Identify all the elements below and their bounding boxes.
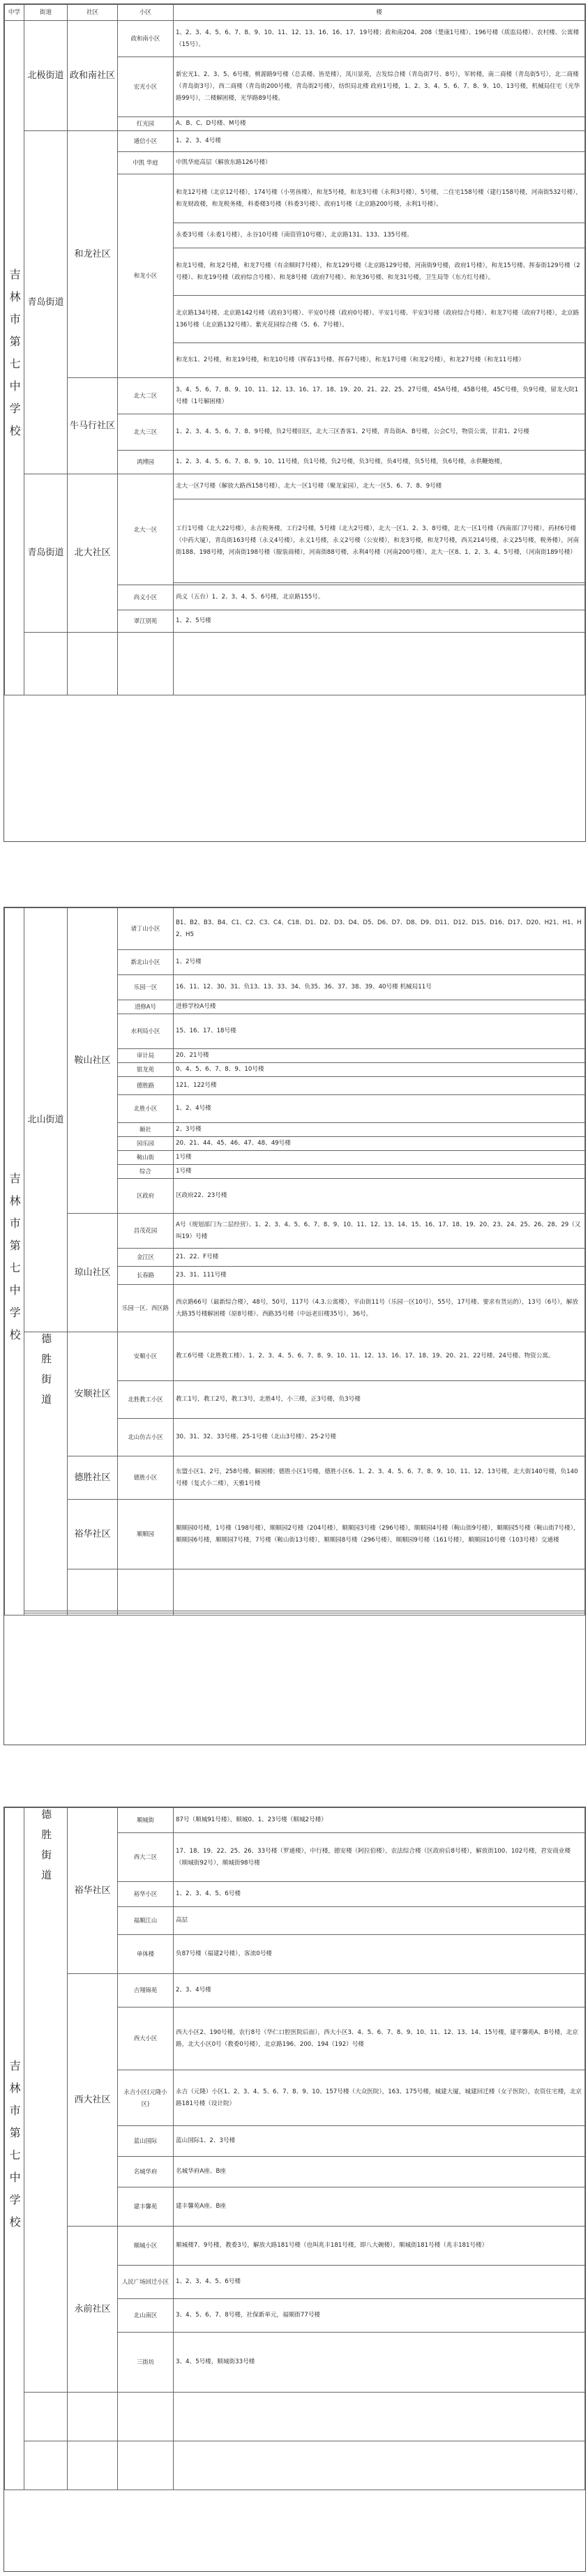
- area-name: 园乐园: [118, 1137, 174, 1151]
- area-buildings: 高层: [174, 1907, 585, 1935]
- area-name: 金江区: [118, 1249, 174, 1267]
- area-buildings: 中凯华庭高层（解放东路126号楼）: [174, 152, 585, 174]
- area-name: 红光园: [118, 117, 174, 131]
- area-name: 德胜小区: [118, 1456, 174, 1500]
- area-name: 颐社: [118, 1123, 174, 1137]
- area-buildings: 尚义（五台）1、2、3、4、5、6号楼，北京路155号。: [174, 585, 585, 610]
- header-community: 社区: [68, 5, 118, 21]
- area-name: 蓝山国际: [118, 2126, 174, 2157]
- area-buildings: 负87号楼（福建2号楼），客流0号楼: [174, 1935, 585, 1974]
- area-name: 永吉小区(元隆小区): [118, 2070, 174, 2126]
- empty-cell: [118, 2441, 174, 2490]
- area-buildings: A、B、C、D号楼、M号楼: [174, 117, 585, 131]
- community-name: 和龙社区: [68, 131, 118, 378]
- area-buildings: 2、3号楼: [174, 1123, 585, 1137]
- area-name: 福顺江山: [118, 1907, 174, 1935]
- area-name: 鸿博园: [118, 451, 174, 474]
- area-buildings: 3、4、5、6、7、8、9、10、11、12、13、16、17、18、19、20、21、22、25、27号楼，45A号楼，45B号楼，45C号楼，负9号楼，留龙大院1号楼（1号解困楼）: [174, 378, 585, 414]
- area-buildings: 教工6号楼（北胜教工楼）、1、2、3、4、5、6、7、8、9、10、11、12、13、16、17、18、19、20、21、22号楼、24号楼、物资公寓。: [174, 1332, 585, 1381]
- street-name: 青岛街道: [24, 131, 68, 474]
- school-name: 吉林市第七中学校: [5, 21, 24, 695]
- community-name: 牛马行社区: [68, 378, 118, 474]
- empty-cell: [174, 1569, 585, 1611]
- area-buildings: 进修学校A号楼: [174, 1000, 585, 1014]
- area-name: 诸丁山小区: [118, 908, 174, 950]
- area-name: 北大二区: [118, 378, 174, 414]
- area-buildings: 21、22、F号楼: [174, 1249, 585, 1267]
- area-name: 名城华府: [118, 2157, 174, 2187]
- area-buildings: 蓝山国际1、2、3号楼: [174, 2126, 585, 2157]
- area-buildings: 1、2、4号楼: [174, 1095, 585, 1123]
- area-name: 进修A号: [118, 1000, 174, 1014]
- area-buildings: 17、18、19、22、25、26、33号楼（罗通楼），中行楼，德安楼（阿拉伯楼），农法综合楼（区政府后8号楼），解放街100、102号楼，君安商业楼（顺城街92号），顺城街98号楼: [174, 1833, 585, 1882]
- area-name: 乐园一区: [118, 975, 174, 1000]
- area-buildings: 1、2、3、4号楼: [174, 131, 585, 152]
- area-buildings: 121、122号楼: [174, 1077, 585, 1095]
- area-buildings: 16、11、12、30、31、负13、13、33、34、负35、36、37、38、39、40号楼 机械局11号: [174, 975, 585, 1000]
- empty-cell: [68, 1613, 118, 1615]
- empty-cell: [68, 1569, 118, 1611]
- area-name: 银龙苑: [118, 1063, 174, 1077]
- area-buildings: 1、2、3、4、5、6、7、8、9号楼，负2号楼旧区，北大三区香客1、2号楼，青岛街A、B号楼，公会C号，物资公寓，甘肃1、2号楼: [174, 414, 585, 451]
- page-3: [3, 1807, 586, 2572]
- empty-cell: [118, 1569, 174, 1611]
- area-name: 北大一区: [118, 474, 174, 585]
- area-name: 北胜小区: [118, 1095, 174, 1123]
- community-name: 西大社区: [68, 1974, 118, 2227]
- area-buildings: 1、2、3、4、5、6号楼: [174, 1882, 585, 1907]
- area-buildings: 建丰馨苑A座、B座: [174, 2187, 585, 2227]
- area-name: 通信小区: [118, 131, 174, 152]
- area-name: 安顺小区: [118, 1332, 174, 1381]
- header-street: 街道: [24, 5, 68, 21]
- area-name: 尚义小区: [118, 585, 174, 610]
- area-buildings: 工行1号楼（北大22号楼），永吉税务楼，工行2号楼，5号楼（北大2号楼），北大一区1、2、3、8号楼，北大一区1号楼（西南部门7号楼），药材6号楼（中药大厦），青岛街163号楼（永义4号楼），永义1号楼，永义2号楼（公安楼），和龙3号楼，和龙7号楼，西关214号楼，永义25号楼，税务楼），河南街188、198号楼，河南街198号楼（服装商楼），河南街88号楼，永利4号楼（河南200号楼），北大一区8、1、2、3、4、5号楼，（河南街189号楼）: [174, 499, 585, 583]
- area-buildings: 顺顺园0号楼，1号楼（198号楼），顺顺园2号楼（204号楼），顺顺园3号楼（296号楼），顺顺园4号楼（鞍山街9号楼），顺顺园5号楼（鞍山街7号楼），顺顺园6号楼，顺顺园7号楼，7号楼（鞍山街13号楼），顺顺园8号楼（296号楼），顺顺园9号楼（161号楼），顺顺园10号楼（103号楼）交通楼: [174, 1500, 585, 1569]
- area-name: 乐园一区、西区路: [118, 1285, 174, 1332]
- area-name: 综合: [118, 1165, 174, 1179]
- empty-cell: [68, 633, 118, 695]
- school-name: 吉林市第七中学校: [5, 908, 24, 1615]
- area-buildings: 20、21号楼: [174, 1049, 585, 1063]
- area-buildings: 87号（顺城91号楼），顺城0、1、23号楼（顺城2号楼）: [174, 1808, 585, 1833]
- area-name: 昌茂花园: [118, 1214, 174, 1249]
- area-buildings: 北京路134号楼、北京路142号楼（政府3号楼）、平安0号楼（政府0号楼）、平安1号楼、平安3号楼（政府综合号楼）、和龙7号楼（政府7号楼），北京路136号楼（北京路132号楼）、紫光花园综合楼（5、6、7号楼）。: [174, 296, 585, 343]
- area-name: 翠江别苑: [118, 610, 174, 633]
- page-2: [3, 907, 586, 1745]
- area-name: 顺顺园: [118, 1500, 174, 1569]
- area-name: 顺城街: [118, 1808, 174, 1833]
- area-buildings: 15、16、17、18号楼: [174, 1014, 585, 1049]
- community-name: 德胜社区: [68, 1456, 118, 1500]
- area-buildings: 西京路66号（最新综合楼），48号，50号，117号（4.3.公寓楼），平由街11号（乐园一区10号），55号，17号楼、要求有货运的），13号（6号），解放大路35号楼解困楼（原8号楼）、西路35号楼（中远老旧楼35号），36号。: [174, 1285, 585, 1332]
- area-name: 宏光小区: [118, 57, 174, 117]
- empty-cell: [24, 1613, 68, 1615]
- street-name: 北极街道: [24, 21, 68, 131]
- area-name: 北山仿古小区: [118, 1419, 174, 1456]
- area-buildings: 和龙东1、2号楼，和龙19号楼，和龙10号楼（挥春13号楼、挥春7号楼），和龙17号楼（和龙2号楼），和龙27号楼（和龙11号楼）: [174, 343, 585, 378]
- area-name: 西大小区: [118, 2008, 174, 2070]
- empty-cell: [174, 633, 585, 695]
- area-name: 德胜路: [118, 1077, 174, 1095]
- area-buildings: 0、4、5、6、7、8、9、10号楼: [174, 1063, 585, 1077]
- empty-cell: [118, 633, 174, 695]
- area-buildings: 20、21、44、45、46、47、48、49号楼: [174, 1137, 585, 1151]
- area-name: 裕华小区: [118, 1882, 174, 1907]
- community-name: 鞍山社区: [68, 908, 118, 1214]
- empty-cell: [118, 2393, 174, 2441]
- area-buildings: 东盟小区1、2号，258号楼、解困楼；德胜小区1号楼，德胜小区6、1、2、3、4、5、6、7、8、9、10、11、12、13号楼，北大街140号楼，负140号楼（复式小二楼），天雅1号楼: [174, 1456, 585, 1500]
- header-building: 楼: [174, 5, 585, 21]
- area-name: 吉翔锦苑: [118, 1974, 174, 2008]
- empty-cell: [174, 2393, 585, 2441]
- page-1: [3, 3, 586, 842]
- area-buildings: 和龙12号楼（北京12号楼），174号楼（小男孩楼），和龙5号楼，和龙3号楼（永利3号楼），5号楼，二住宅158号楼（建行158号楼，河南街532号楼），和龙财政楼，和龙税务楼，科委楼3号楼（科委3号楼）、政府1号楼（北京路200号楼，永利1号楼）。: [174, 174, 585, 223]
- area-name: 西大二区: [118, 1833, 174, 1882]
- area-name: 中凯 华庭: [118, 152, 174, 174]
- street-name: 北山街道: [24, 908, 68, 1332]
- area-buildings: 北大一区7号楼（解放大路西158号楼），北大一区1号楼（聚龙家园），北大一区5、6、7、8、9号楼: [174, 474, 585, 499]
- empty-cell: [174, 2441, 585, 2490]
- area-name: 水利局小区: [118, 1014, 174, 1049]
- empty-cell: [24, 633, 68, 695]
- empty-cell: [118, 1613, 174, 1615]
- area-buildings: 西大小区2、190号楼，农行8号（华仁口腔医院后面），西大小区3、4、5、6、7、8、9、10、11、12、13、14、15号楼，建平馨苑A、B号楼，北京路，北大小区0号（教委0号楼），北京路196、200、194（192）号楼: [174, 2008, 585, 2070]
- area-buildings: 永委3号楼（永委1号楼），永谷10号楼（南资管10号楼），北京路131、133、135号楼。: [174, 223, 585, 248]
- community-name: 政和南社区: [68, 21, 118, 131]
- area-name: 单体楼: [118, 1935, 174, 1974]
- area-buildings: 1号楼: [174, 1165, 585, 1179]
- community-name: 安顺社区: [68, 1332, 118, 1456]
- community-name: 北大社区: [68, 474, 118, 633]
- area-name: 北山南区: [118, 2299, 174, 2333]
- area-buildings: 3、4、5号楼，顺城街33号楼: [174, 2333, 585, 2393]
- area-name: 北胜教工小区: [118, 1381, 174, 1419]
- area-name: 三街坊: [118, 2333, 174, 2393]
- area-name: 北大三区: [118, 414, 174, 451]
- area-name: 审计局: [118, 1049, 174, 1063]
- header-row: [5, 5, 585, 21]
- area-buildings: 区政府22、23号楼: [174, 1179, 585, 1214]
- empty-cell: [174, 1613, 585, 1615]
- area-name: 和龙小区: [118, 174, 174, 378]
- street-name: 德胜街道: [24, 1332, 68, 1611]
- area-buildings: 1、2、3、4、5、6、7、8、9、10、11号楼，负1号楼，负2号楼，负3号楼，负4号楼，负5号楼，负6号楼，永供鞭炮楼，: [174, 451, 585, 474]
- area-buildings: A号（规划部门为二层经营）、1、2、3、4、5、6、7、8、9、10、11、12、13、14、15、16、17、18、19、20、23、24、25、26、28、29（又叫19）号楼: [174, 1214, 585, 1249]
- area-name: 新北山小区: [118, 950, 174, 975]
- area-name: 顺城小区: [118, 2227, 174, 2266]
- empty-cell: [24, 2393, 68, 2441]
- area-name: 建丰馨苑: [118, 2187, 174, 2227]
- area-buildings: 30、31、32、33号楼、25-1号楼（北山3号楼）、25-2号楼: [174, 1419, 585, 1456]
- empty-cell: [68, 2441, 118, 2490]
- area-buildings: 23、31、111号楼: [174, 1267, 585, 1285]
- header-school: 中学: [5, 5, 24, 21]
- area-buildings: 1、2、5号楼: [174, 610, 585, 633]
- community-name: 永前社区: [68, 2227, 118, 2393]
- district-table-page-3: [4, 1807, 585, 2490]
- district-table-page-1: [4, 4, 585, 695]
- area-name: 政和南小区: [118, 21, 174, 57]
- district-table-page-2: [4, 907, 585, 1615]
- community-name: 琼山社区: [68, 1214, 118, 1332]
- area-buildings: 2、3、4号楼: [174, 1974, 585, 2008]
- area-buildings: 永吉（元隆）小区1、2、3、4、5、6、7、8、9、10、157号楼（大众医院），163、175号楼，城建大厦，城建回迁楼（女子医院），农资住宅楼，北京路181号楼（设计院）: [174, 2070, 585, 2126]
- area-buildings: 顺城楼7、9号楼，教委3号，解放大路181号楼（也叫兆丰181号楼，即八大碗楼），顺城街181号楼（兆丰181号楼）: [174, 2227, 585, 2266]
- street-name: 青岛街道: [24, 474, 68, 633]
- area-buildings: 1、2号楼: [174, 950, 585, 975]
- empty-cell: [68, 2393, 118, 2441]
- area-buildings: B1、B2、B3、B4、C1、C2、C3、C4、C18、D1、D2、D3、D4、D5、D6、D7、D8、D9、D11、D12、D15、D16、D17、D20、H21、H1、H2、H5: [174, 908, 585, 950]
- empty-cell: [24, 2441, 68, 2490]
- header-area: 小区: [118, 5, 174, 21]
- area-name: 人民广场回迁小区: [118, 2266, 174, 2299]
- area-buildings: 名城华府A座、B座: [174, 2157, 585, 2187]
- community-name: 裕华社区: [68, 1808, 118, 1974]
- area-buildings: 和龙1号楼，和龙2号楼，和龙7号楼（有余顺时7号楼），和龙129号楼（北京路129号楼，河南街9号楼，政府1号楼），和龙15号楼、挥泰街129号楼（2号楼）、和龙19号楼（政府综合号楼）、和龙8号楼（政府7号楼）、和龙36号楼、和龙31号楼，卫生局等（东方红号楼）。: [174, 248, 585, 296]
- area-buildings: 1、2、3、4、5、6、7、8、9、10、11、12、13、16、16、17、19号楼；政和南204、208（楚康1号楼）、196号楼（质监局楼）、农村楼、公寓楼（15号）。: [174, 21, 585, 57]
- area-buildings: 新宏光1、2、3、5、6号楼，桃源路9号楼（总丢楼、皆是楼），凤川景苑，吉发综合楼（青岛街7号、8号），军转楼，南二商楼（青岛街5号），北二商楼（青岛街3号），西二商楼（青岛街200号楼，青岛街2号楼），纺织局北楼 政府1号楼，1、2、3、4、5、6、7、8、9、10、13号楼，机械局住宅（光华路99号），二楼解困楼，光华路89号楼。: [174, 57, 585, 117]
- area-name: 长春路: [118, 1267, 174, 1285]
- area-buildings: 1、2、3、4、5、6号楼: [174, 2266, 585, 2299]
- street-name: 德胜街道: [24, 1808, 68, 2393]
- community-name: 裕华社区: [68, 1500, 118, 1569]
- area-name: 鞍山街: [118, 1151, 174, 1165]
- school-name: 吉林市第七中学校: [5, 1808, 24, 2490]
- area-buildings: 1号楼: [174, 1151, 585, 1165]
- area-buildings: 3、4、5、6、7、8号楼，社保新单元，福顺街77号楼: [174, 2299, 585, 2333]
- area-name: 区政府: [118, 1179, 174, 1214]
- area-buildings: 教工1号，教工2号，教工3号，北胜4号，小三楼，正3号楼，负3号楼: [174, 1381, 585, 1419]
